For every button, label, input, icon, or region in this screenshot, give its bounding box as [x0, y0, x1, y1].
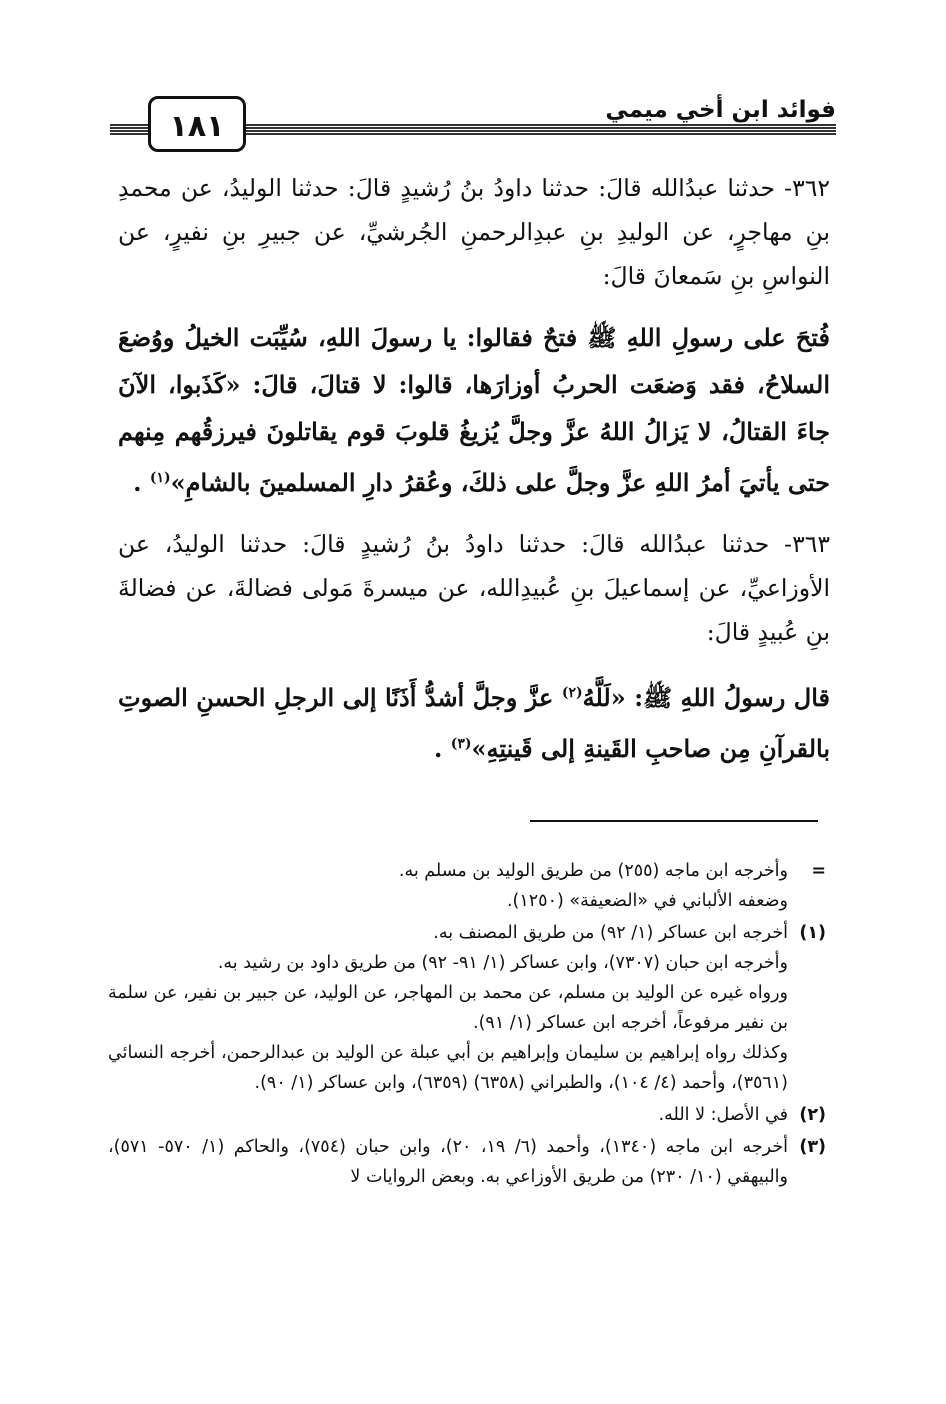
isnad-paragraph-363 — [118, 522, 830, 654]
isnad-paragraph-362 — [118, 166, 830, 298]
footnote-3 — [108, 1132, 826, 1192]
page-number: ١٨١ — [148, 96, 246, 152]
footnote-marker: (١) — [799, 923, 826, 943]
footnote-marker: (٢) — [799, 1105, 826, 1125]
footnote-line: وأخرجه ابن حبان (٧٣٠٧)، وابن عساكر (١/ ٩١- ٩٢) من طريق داود بن رشيد به. — [217, 953, 788, 973]
footnote-separator — [530, 820, 818, 822]
footnote-ref-2: (٢) — [561, 685, 583, 701]
main-text — [118, 166, 830, 788]
footnote-line: أخرجه ابن عساكر (١/ ٩٢) من طريق المصنف به. — [433, 923, 788, 943]
footnotes — [108, 856, 826, 1194]
isnad-text-363: ٣٦٣- حدثنا عبدُالله قالَ: حدثنا داودُ بنُ رُشيدٍ قالَ: حدثنا الوليدُ، عن الأوزاعيِّ، عن إسماعيلَ بنِ عُبيدِالله، عن ميسرةَ مَولى فضالةَ، عن فضالةَ بنِ عُبيدٍ قالَ: — [118, 530, 830, 646]
footnote-line: أخرجه ابن ماجه (١٣٤٠)، وأحمد (٦/ ١٩، ٢٠)، وابن حبان (٧٥٤)، والحاكم (١/ ٥٧٠- ٥٧١)، والبيهقي (١٠/ ٢٣٠) من طريق الأوزاعي به. وبعض الروايات لا — [108, 1137, 789, 1187]
footnote-ref-3: (٣) — [450, 736, 472, 752]
page-header — [110, 96, 836, 156]
footnote-line: وكذلك رواه إبراهيم بن سليمان وإبراهيم بن أبي عبلة عن الوليد بن عبدالرحمن، أخرجه النسائي (٣٥٦١)، وأحمد (٤/ ١٠٤)، والطبراني (٦٣٥٨) (٦٣٥٩)، وابن عساكر (١/ ٩٠). — [108, 1043, 788, 1093]
footnote-marker: = — [811, 861, 826, 881]
hadith-text-363-part1: قال رسولُ اللهِ ﷺ: «لَلَّهُ — [582, 683, 831, 712]
hadith-text-362: فُتحَ على رسولِ اللهِ ﷺ فتحٌ فقالوا: يا رسولَ اللهِ، سُيِّبَت الخيلُ ووُضعَ السلاحُ، فقد وَضعَت الحربُ أوزارَها، قالوا: لا قتالَ، قالَ: «كَذَبوا، الآنَ جاءَ القتالُ، لا يَزالُ اللهُ عزَّ وجلَّ يُزيغُ قلوبَ قوم يقاتلونَ فيرزقُهم مِنهم حتى يأتيَ أمرُ اللهِ عزَّ وجلَّ على ذلكَ، وعُقرُ دارِ المسلمينَ بالشامِ» — [118, 323, 830, 497]
footnote-line: وأخرجه ابن ماجه (٢٥٥) من طريق الوليد بن مسلم به. — [398, 861, 788, 881]
running-title: فوائد ابن أخي ميمي — [595, 96, 836, 124]
hadith-paragraph-363: قال رسولُ اللهِ ﷺ: «لَلَّهُ$^{(٢)}$ عزَّ وجلَّ أشدُّ أَذَنًا إلى الرجلِ الحسنِ الصوتِ بالقرآنِ مِن صاحبِ القَينةِ إلى قَينتِهِ»$^{(٣)}$ . — [118, 683, 831, 763]
footnote-line: في الأصل: لا الله. — [658, 1105, 788, 1125]
footnote-1 — [108, 918, 826, 1098]
hadith-paragraph-362: فُتحَ على رسولِ اللهِ ﷺ فتحٌ فقالوا: يا رسولَ اللهِ، سُيِّبَت الخيلُ ووُضعَ السلاحُ، فقد وَضعَت الحربُ أوزارَها، قالوا: لا قتالَ، قالَ: «كَذَبوا، الآنَ جاءَ القتالُ، لا يَزالُ اللهُ عزَّ وجلَّ يُزيغُ قلوبَ قوم يقاتلونَ فيرزقُهم مِنهم حتى يأتيَ أمرُ اللهِ عزَّ وجلَّ على ذلكَ، وعُقرُ دارِ المسلمينَ بالشامِ»$^{(١)}$ . — [118, 323, 830, 497]
footnote-continued — [108, 856, 826, 916]
footnote-line: ورواه غيره عن الوليد بن مسلم، عن محمد بن المهاجر، عن الوليد، عن جبير بن نفير، عن سلمة بن نفير مرفوعاً، أخرجه ابن عساكر (١/ ٩١). — [108, 983, 788, 1033]
hadith-text-363-part2: عزَّ وجلَّ أشدُّ أَذَنًا إلى الرجلِ الحسنِ الصوتِ بالقرآنِ مِن صاحبِ القَينةِ إلى قَينتِهِ» — [118, 683, 830, 763]
footnote-marker: (٣) — [799, 1137, 826, 1157]
footnote-2 — [108, 1100, 826, 1130]
isnad-text-362: ٣٦٢- حدثنا عبدُالله قالَ: حدثنا داودُ بنُ رُشيدٍ قالَ: حدثنا الوليدُ، عن محمدِ بنِ مهاجرٍ، عن الوليدِ بنِ عبدِالرحمنِ الجُرشيِّ، عن جبيرِ بنِ نفيرٍ، عن النواسِ بنِ سَمعانَ قالَ: — [118, 174, 830, 290]
footnote-line: وضعفه الألباني في «الضعيفة» (١٢٥٠). — [506, 891, 788, 911]
footnote-ref-1: (١) — [149, 470, 171, 486]
